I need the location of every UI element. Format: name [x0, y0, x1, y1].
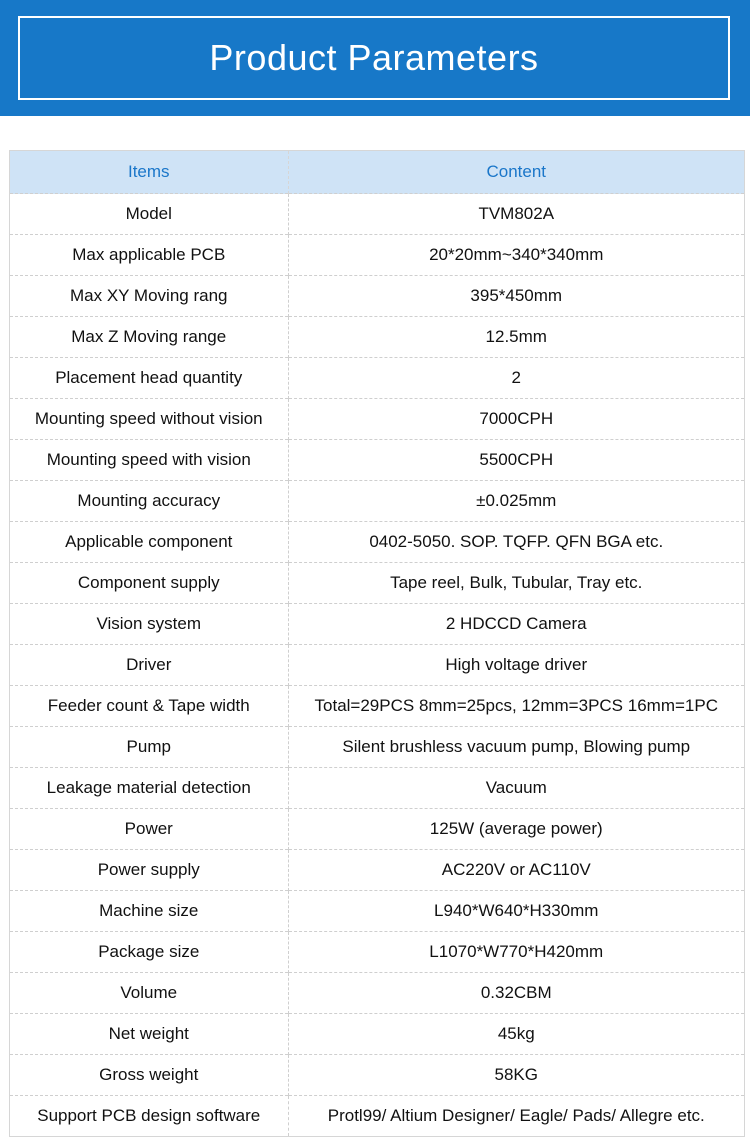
parameters-table-container	[9, 150, 745, 1137]
table-row	[10, 276, 744, 317]
parameter-name: Mounting speed with vision	[10, 440, 288, 481]
parameter-value: 125W (average power)	[288, 809, 744, 850]
parameter-value: TVM802A	[288, 194, 744, 235]
parameter-value: 45kg	[288, 1014, 744, 1055]
parameter-value: 12.5mm	[288, 317, 744, 358]
parameter-value: ±0.025mm	[288, 481, 744, 522]
column-header-content: Content	[288, 151, 744, 194]
parameter-name: Feeder count & Tape width	[10, 686, 288, 727]
parameter-name: Applicable component	[10, 522, 288, 563]
header-banner	[0, 0, 750, 116]
table-row	[10, 645, 744, 686]
parameter-value: Total=29PCS 8mm=25pcs, 12mm=3PCS 16mm=1PC	[288, 686, 744, 727]
table-row	[10, 194, 744, 235]
table-row	[10, 399, 744, 440]
parameter-name: Package size	[10, 932, 288, 973]
parameter-name: Volume	[10, 973, 288, 1014]
table-row	[10, 891, 744, 932]
table-row	[10, 522, 744, 563]
table-row	[10, 604, 744, 645]
page-title: Product Parameters	[209, 37, 539, 78]
table-row	[10, 481, 744, 522]
parameter-value: 0.32CBM	[288, 973, 744, 1014]
parameter-value: 5500CPH	[288, 440, 744, 481]
parameter-value: Vacuum	[288, 768, 744, 809]
column-header-items: Items	[10, 151, 288, 194]
parameter-name: Machine size	[10, 891, 288, 932]
table-row	[10, 727, 744, 768]
parameter-name: Model	[10, 194, 288, 235]
table-row	[10, 1014, 744, 1055]
parameter-name: Leakage material detection	[10, 768, 288, 809]
table-row	[10, 768, 744, 809]
parameter-value: Protl99/ Altium Designer/ Eagle/ Pads/ Allegre etc.	[288, 1096, 744, 1137]
table-row	[10, 850, 744, 891]
parameter-name: Placement head quantity	[10, 358, 288, 399]
parameter-name: Vision system	[10, 604, 288, 645]
table-row	[10, 686, 744, 727]
parameter-value: L940*W640*H330mm	[288, 891, 744, 932]
parameter-name: Gross weight	[10, 1055, 288, 1096]
parameter-value: L1070*W770*H420mm	[288, 932, 744, 973]
parameter-value: 395*450mm	[288, 276, 744, 317]
parameter-value: 20*20mm~340*340mm	[288, 235, 744, 276]
table-row	[10, 440, 744, 481]
parameter-value: Silent brushless vacuum pump, Blowing pump	[288, 727, 744, 768]
parameter-name: Component supply	[10, 563, 288, 604]
parameter-name: Power	[10, 809, 288, 850]
parameter-value: High voltage driver	[288, 645, 744, 686]
parameter-value: Tape reel, Bulk, Tubular, Tray etc.	[288, 563, 744, 604]
table-row	[10, 563, 744, 604]
parameter-name: Net weight	[10, 1014, 288, 1055]
parameter-name: Pump	[10, 727, 288, 768]
table-row	[10, 1096, 744, 1137]
parameter-value: 58KG	[288, 1055, 744, 1096]
parameter-name: Mounting speed without vision	[10, 399, 288, 440]
parameter-name: Mounting accuracy	[10, 481, 288, 522]
parameter-value: 0402-5050. SOP. TQFP. QFN BGA etc.	[288, 522, 744, 563]
table-row	[10, 809, 744, 850]
table-header-row	[10, 151, 744, 194]
parameters-table	[10, 151, 744, 1136]
table-row	[10, 358, 744, 399]
parameter-name: Support PCB design software	[10, 1096, 288, 1137]
parameter-value: 2	[288, 358, 744, 399]
table-row	[10, 317, 744, 358]
parameter-name: Power supply	[10, 850, 288, 891]
parameter-name: Max applicable PCB	[10, 235, 288, 276]
parameter-name: Max Z Moving range	[10, 317, 288, 358]
table-row	[10, 932, 744, 973]
table-row	[10, 1055, 744, 1096]
parameter-name: Max XY Moving rang	[10, 276, 288, 317]
banner-frame	[18, 16, 730, 100]
parameter-name: Driver	[10, 645, 288, 686]
parameter-value: AC220V or AC110V	[288, 850, 744, 891]
parameter-value: 2 HDCCD Camera	[288, 604, 744, 645]
table-row	[10, 235, 744, 276]
parameter-value: 7000CPH	[288, 399, 744, 440]
table-row	[10, 973, 744, 1014]
